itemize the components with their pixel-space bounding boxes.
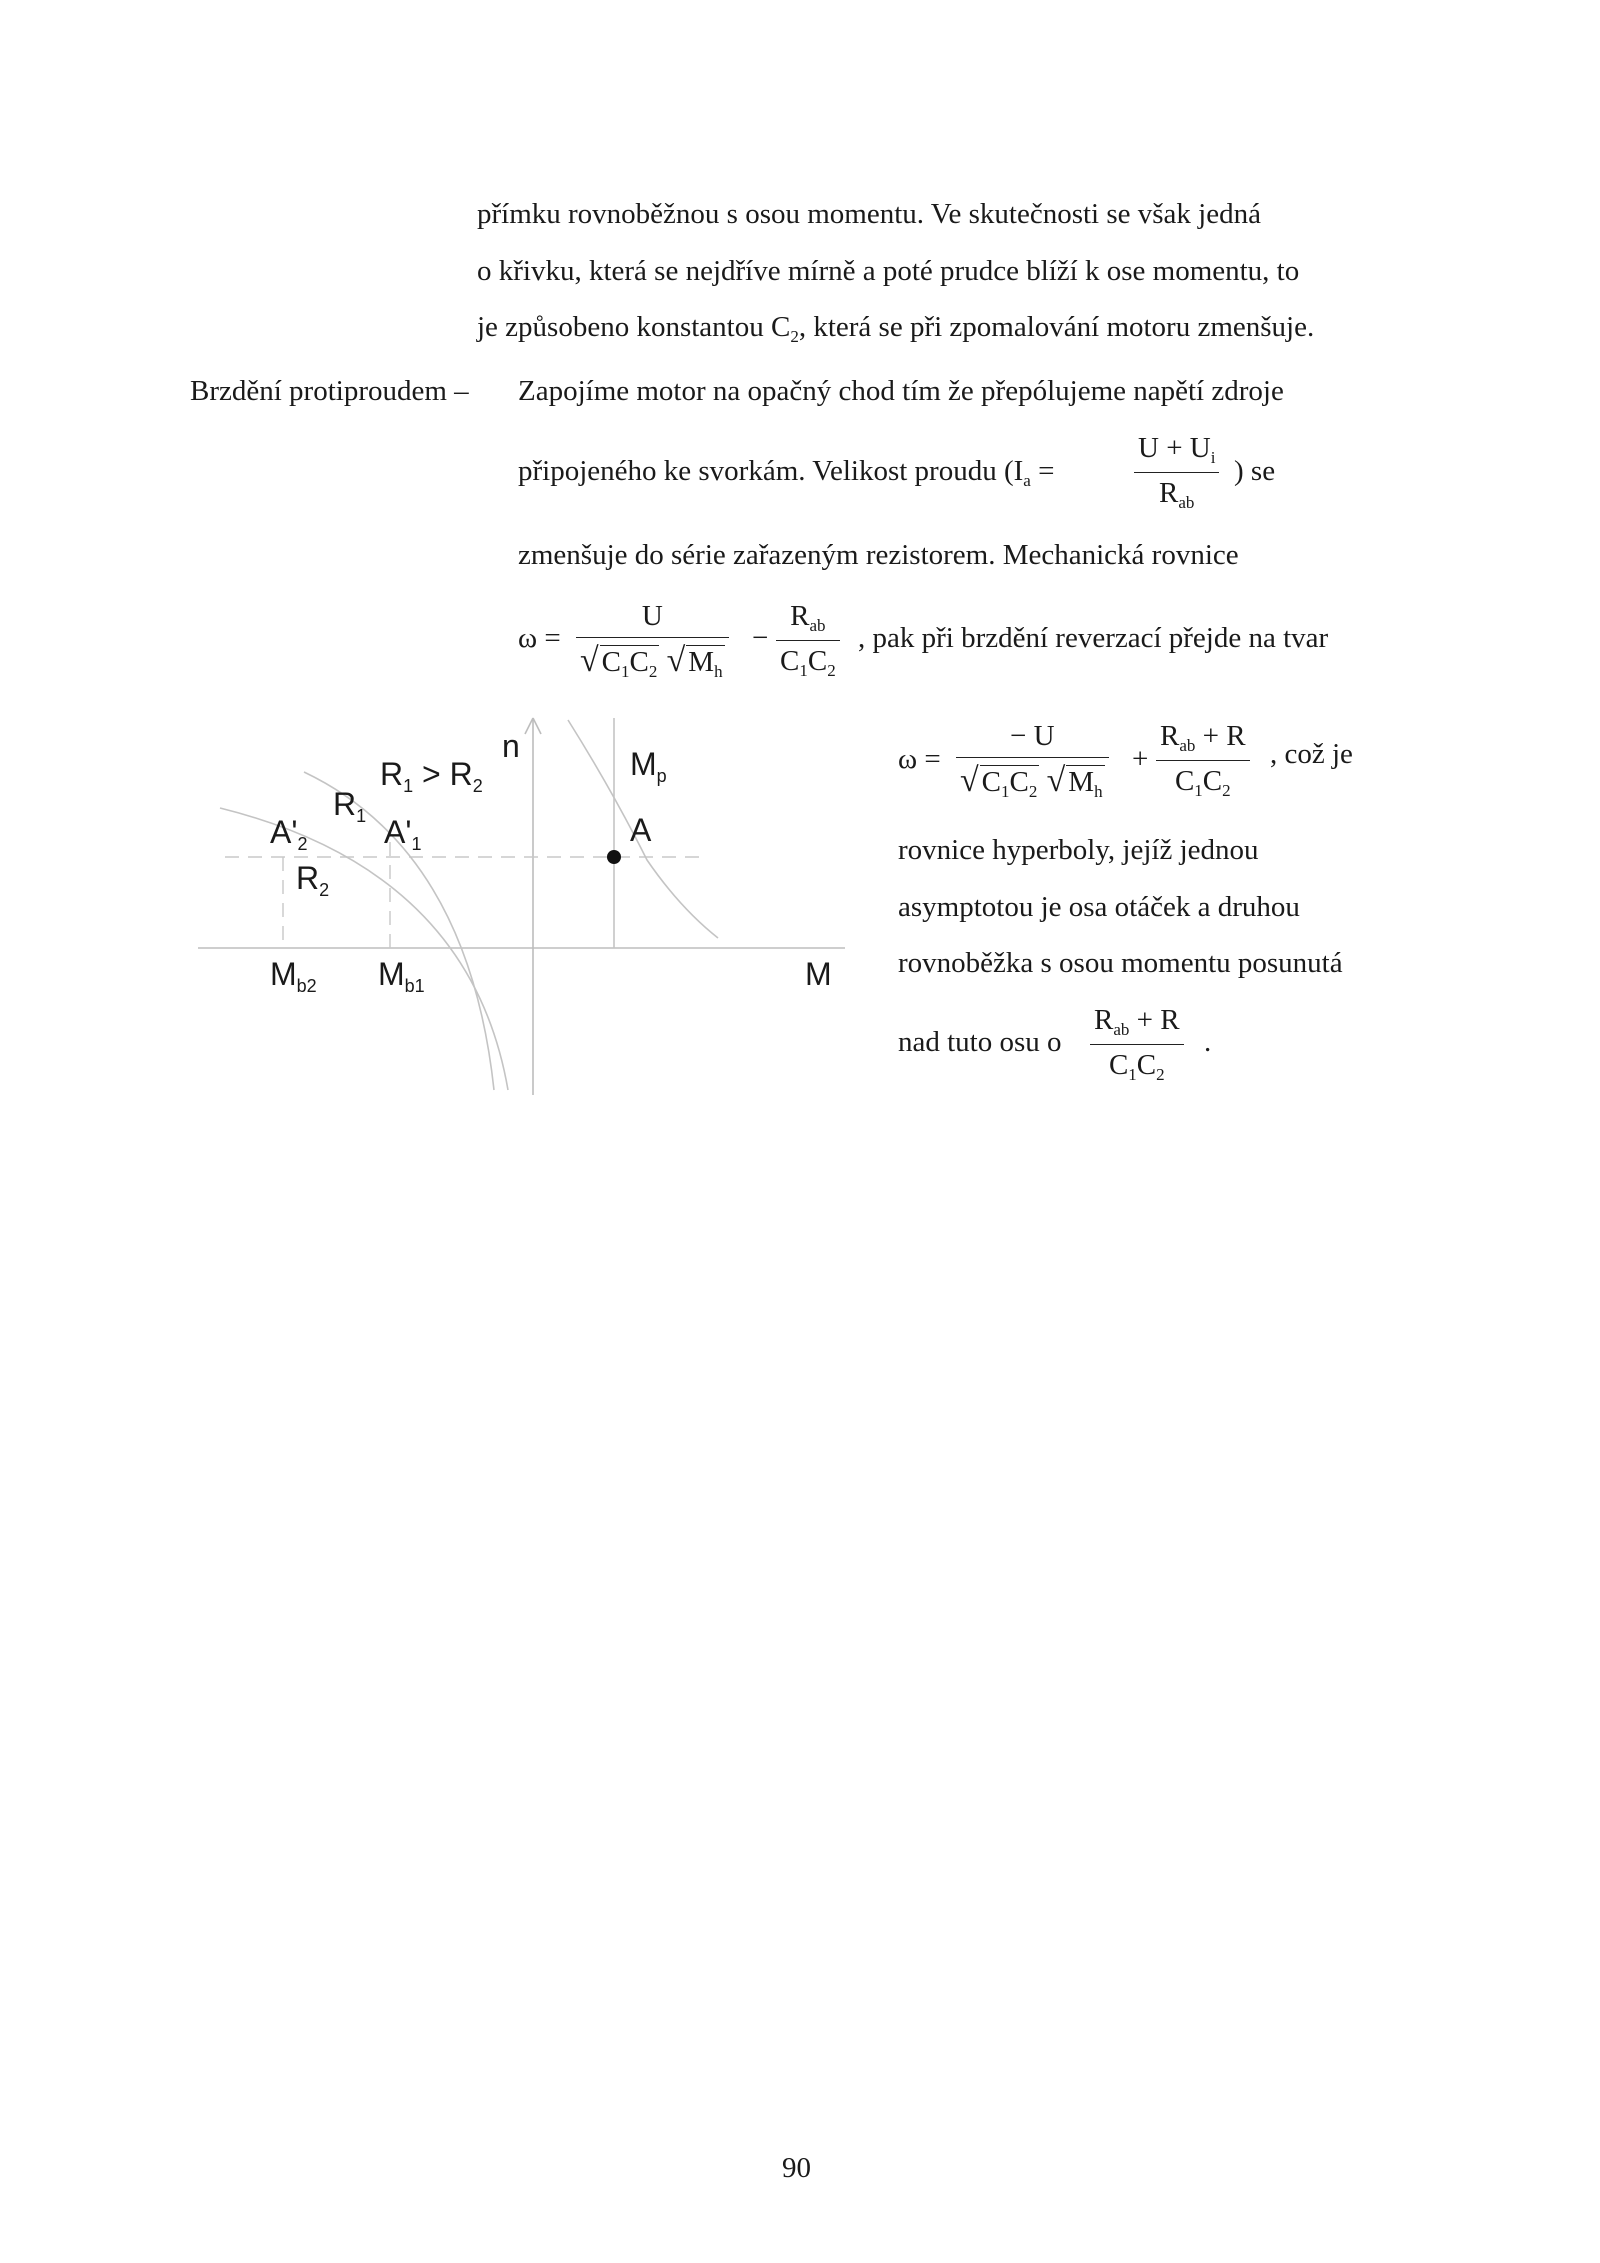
speed-axis-arrow-left	[525, 718, 533, 734]
section-line-2-end: ) se	[1234, 455, 1276, 487]
section-line-1: Zapojíme motor na opačný chod tím že přepólujeme napětí zdroje	[518, 375, 1284, 407]
section-line-2: připojeného ke svorkám. Velikost proudu ($I_a$ =	[518, 455, 1055, 490]
curve-R2	[220, 808, 508, 1090]
label-R1: $R_1$	[333, 786, 367, 826]
operating-point-A	[607, 850, 621, 864]
label-M: M	[805, 956, 832, 992]
section-term: Brzdění protiproudem –	[190, 375, 469, 407]
speed-axis-arrow-right	[533, 718, 541, 734]
omega2-plus: +	[1132, 743, 1149, 775]
paragraph-1-line-2: o křivku, která se nejdříve mírně a poté prudce blíží k ose momentu, to	[477, 255, 1300, 287]
label-Mp: $M_p$	[630, 746, 667, 786]
current-lhs: I	[1013, 455, 1024, 487]
label-Mb2: $M_{b2}$	[270, 956, 317, 996]
paragraph-2-line-4-end: .	[1204, 1026, 1212, 1058]
label-A: A	[630, 812, 652, 848]
current-fraction: $U + U_i$ $R_{ab}$	[1134, 434, 1219, 511]
omega2-fraction-1: $\frac{- U}{√ C_1C_2 √ M_h}$	[956, 722, 1109, 800]
label-A1: $A'_1$	[384, 814, 422, 854]
omega1-after: , pak při brzdění reverzací přejde na tvar	[858, 622, 1329, 654]
paragraph-1-line-3: je způsobeno konstantou $C_2$, která se při zpomalování motoru zmenšuje.	[477, 311, 1315, 346]
label-n: n	[502, 728, 520, 764]
omega1-lhs: ω =	[518, 622, 561, 654]
paragraph-2-line-4: nad tuto osu o	[898, 1026, 1062, 1058]
section-line-3: zmenšuje do série zařazeným rezistorem. Mechanická rovnice	[518, 539, 1239, 571]
label-Mb1: $M_{b1}$	[378, 956, 425, 996]
omega2-fraction-2: $R_{ab} + R$ $C_1C_2$	[1156, 722, 1250, 799]
paragraph-2-line-1: rovnice hyperboly, jejíž jednou	[898, 834, 1259, 866]
label-R2: $R_2$	[296, 860, 330, 900]
omega1-minus: −	[752, 622, 769, 654]
axes	[198, 718, 845, 1095]
paragraph-2-line-2: asymptotou je osa otáček a druhou	[898, 891, 1300, 923]
omega1-fraction-1: $\frac{U}{√ C_1C_2 √ M_h}$	[576, 602, 729, 680]
omega1-fraction-2: $R_{ab}$ $C_1C_2$	[776, 602, 840, 679]
label-R1-gt-R2: $R_1 > R_2$	[380, 756, 483, 796]
label-A2: $A'_2$	[270, 814, 308, 854]
torque-speed-diagram	[0, 0, 1600, 1120]
shift-fraction: $R_{ab} + R$ $C_1C_2$	[1090, 1006, 1184, 1083]
omega2-after: , což je	[1270, 738, 1353, 770]
paragraph-1-line-1: přímku rovnoběžnou s osou momentu. Ve skutečnosti se však jedná	[477, 198, 1261, 230]
page-number: 90	[782, 2152, 811, 2184]
omega2-lhs: ω =	[898, 743, 941, 775]
paragraph-2-line-3: rovnoběžka s osou momentu posunutá	[898, 947, 1343, 979]
